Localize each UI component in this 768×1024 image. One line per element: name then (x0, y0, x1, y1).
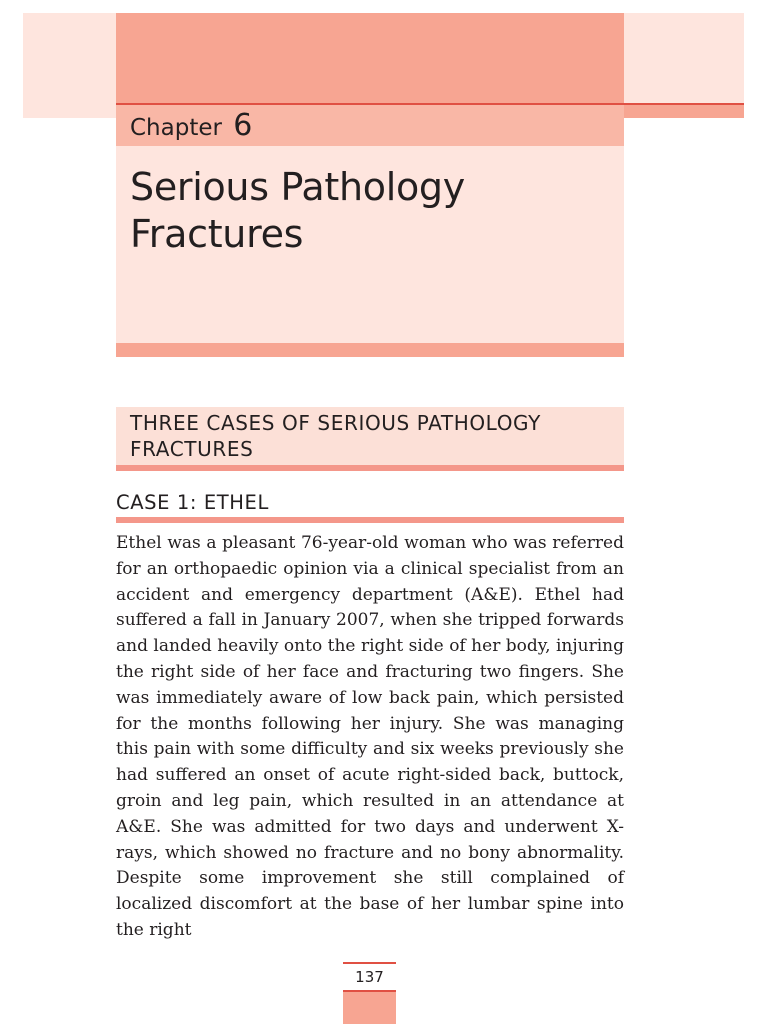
section-heading-rule (116, 465, 624, 471)
chapter-number: 6 (233, 108, 253, 143)
chapter-label (130, 108, 252, 146)
page-number-tab (343, 992, 396, 1024)
header-top-band (116, 13, 624, 104)
header-side-band-left (23, 13, 116, 118)
case-heading-rule (116, 517, 624, 523)
chapter-title (130, 164, 465, 258)
header-side-band-right (624, 13, 744, 104)
case-body-paragraph: Ethel was a pleasant 76-year-old woman who was referred for an orthopaedic opinion via a clinical specialist from an accident and emergency department (A&E). Ethel had suffered a fall in January 2007, when she tripped forwards and landed heavily onto the right side of her body, injuring the right side of her face and fracturing two fingers. She was immediately aware of low back pain, which persisted for the months following her injury. She was managing this pain with some difficulty and six weeks previously she had suffered an onset of acute right-sided back, buttock, groin and leg pain, which resulted in an attendance at A&E. She was admitted for two days and underwent X-rays, which showed no fracture and no bony abnormality. Despite some improvement she still complained of localized discomfort at the base of her lumbar spine into the right (116, 533, 624, 940)
section-heading: THREE CASES OF SERIOUS PATHOLOGY FRACTURES (130, 411, 541, 461)
chapter-title-line-1: Serious Pathology (130, 165, 465, 209)
page-number: 137 (355, 968, 384, 986)
header-red-rule (116, 103, 744, 105)
case-heading: CASE 1: ETHEL (116, 491, 269, 514)
chapter-word: Chapter (130, 115, 222, 141)
chapter-title-bottom-band (116, 343, 624, 357)
chapter-title-line-2: Fractures (130, 212, 304, 256)
header-side-band-right-lower (624, 104, 744, 118)
